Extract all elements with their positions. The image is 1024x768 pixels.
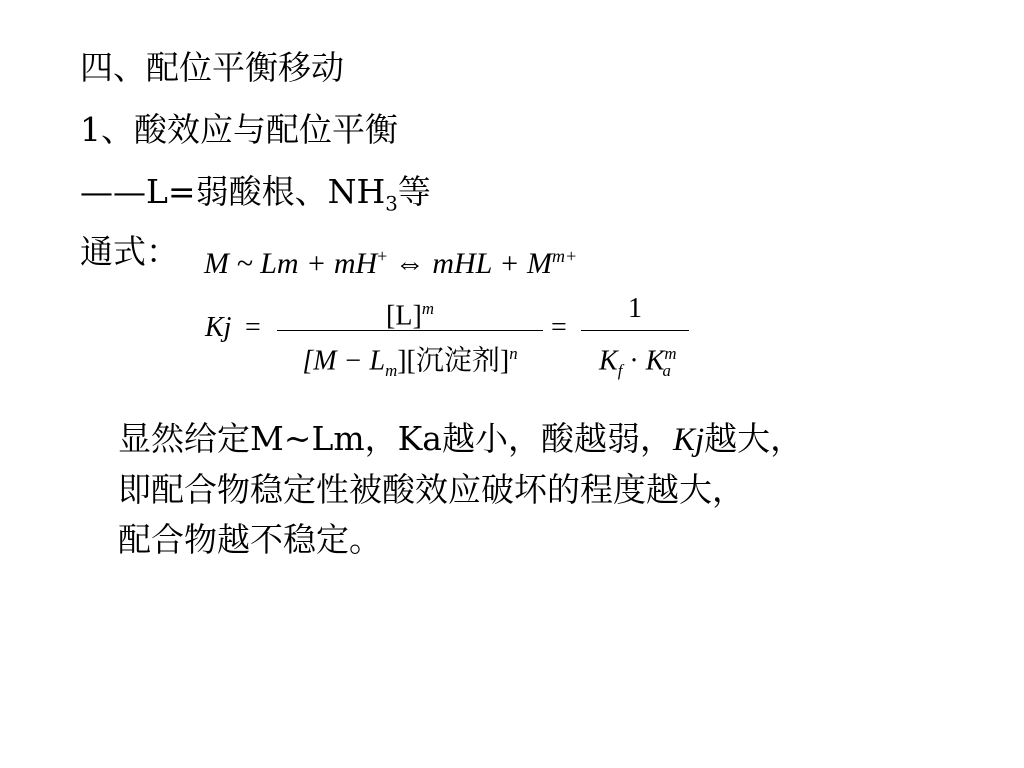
nh3-subscript: 3 — [385, 192, 398, 216]
fraction-2 — [581, 288, 689, 380]
fraction-1 — [277, 288, 543, 380]
paragraph-line-3: 配合物越不稳定。 — [118, 520, 382, 559]
fraction-2-denominator: $K_f \cdot K^m_a$ — [599, 344, 677, 380]
section-heading: 四、配位平衡移动 — [80, 48, 344, 87]
equation-rhs-charge: m+ — [552, 246, 578, 266]
paragraph-line-2: 即配合物稳定性被酸效应破坏的程度越大， — [118, 470, 745, 509]
equation-lhs-charge: + — [377, 246, 388, 266]
general-label: 通式： — [80, 232, 179, 271]
ligand-tail: 等 — [397, 172, 431, 211]
general-equation — [204, 236, 577, 284]
kj-equation — [205, 288, 695, 384]
ligand-text: L=弱酸根、NH — [146, 172, 386, 211]
equals-sign-1: = — [245, 312, 261, 343]
ligand-definition — [80, 172, 431, 225]
kj-lhs: Kj — [205, 312, 232, 343]
explanation-paragraph — [118, 414, 988, 565]
dash: —— — [80, 172, 146, 211]
equilibrium-arrow: ⇔ — [394, 247, 425, 280]
fraction-1-denominator: $[M - L_m]$[沉淀剂]$^n$ — [302, 344, 518, 380]
equation-rhs: mHL + M — [432, 247, 553, 280]
fraction-1-numerator: $[L]^m$ — [386, 299, 434, 332]
subsection-heading: 1、酸效应与配位平衡 — [80, 110, 398, 149]
fraction-2-numerator: 1 — [628, 293, 642, 324]
equals-sign-2: = — [551, 312, 567, 343]
kj-symbol: Kj — [672, 422, 705, 458]
paragraph-line-1: 显然给定M~Lm，Ka越小，酸越弱，Kj越大， — [118, 419, 804, 458]
equation-lhs: M ~ Lm + mH — [204, 247, 378, 280]
